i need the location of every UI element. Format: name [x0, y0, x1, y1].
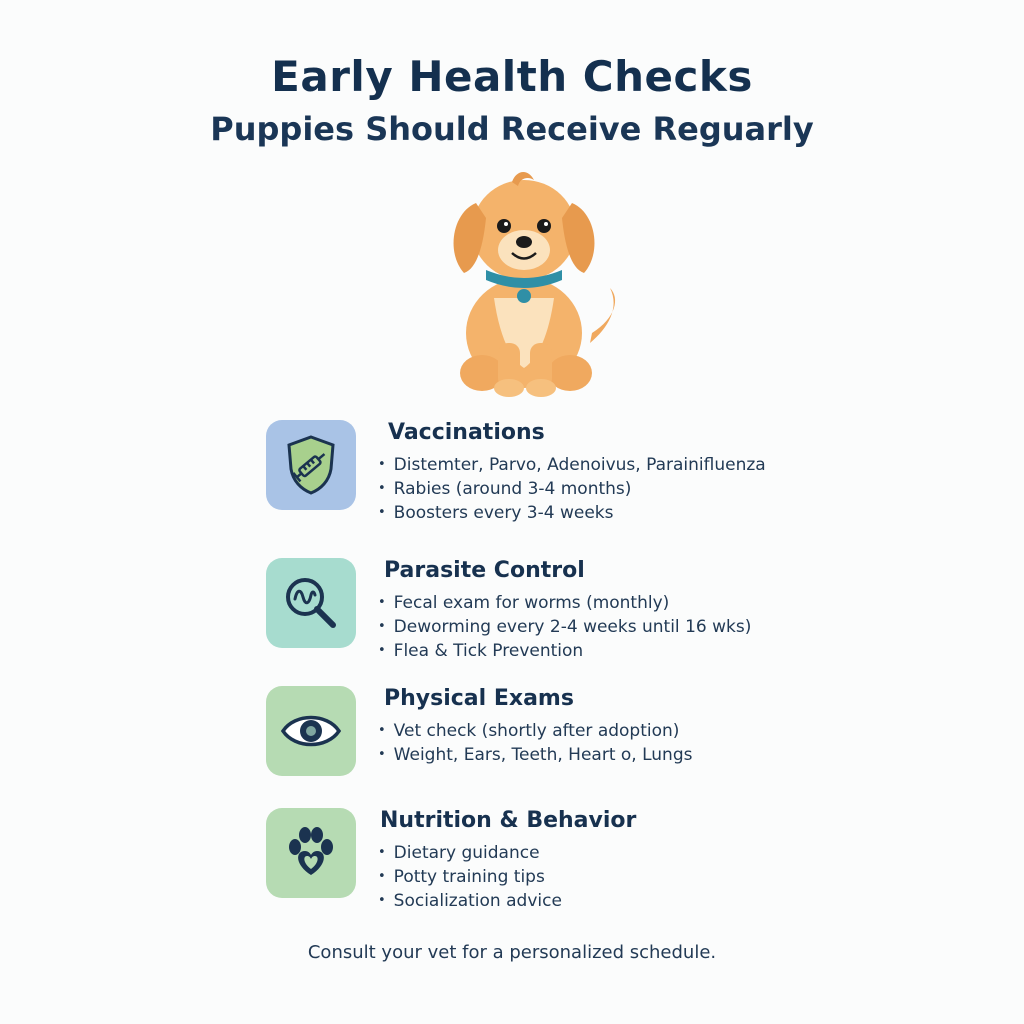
list-item: • Socialization advice	[378, 890, 562, 914]
list-item: • Vet check (shortly after adoption)	[378, 720, 692, 744]
magnifier-worm-icon	[266, 558, 356, 648]
list-item: • Potty training tips	[378, 866, 562, 890]
section-heading: Parasite Control	[384, 558, 585, 583]
section-heading: Vaccinations	[388, 420, 545, 445]
section-list	[378, 454, 766, 526]
section-heading: Nutrition & Behavior	[380, 808, 637, 833]
list-item: • Distemter, Parvo, Adenoivus, Parainifluenza	[378, 454, 766, 478]
paw-heart-icon	[266, 808, 356, 898]
section-list	[378, 842, 562, 914]
list-item: • Weight, Ears, Teeth, Heart o, Lungs	[378, 744, 692, 768]
page-title: Early Health Checks	[271, 52, 753, 101]
section-heading: Physical Exams	[384, 686, 574, 711]
list-item: • Rabies (around 3-4 months)	[378, 478, 766, 502]
section-list	[378, 720, 692, 768]
list-item: • Deworming every 2-4 weeks until 16 wks)	[378, 616, 751, 640]
footer-note: Consult your vet for a personalized schedule.	[307, 942, 717, 963]
eye-icon	[266, 686, 356, 776]
list-item: • Flea & Tick Prevention	[378, 640, 751, 664]
page-subtitle: Puppies Should Receive Reguarly	[210, 110, 814, 148]
list-item: • Fecal exam for worms (monthly)	[378, 592, 751, 616]
puppy-illustration	[424, 158, 624, 403]
list-item: • Boosters every 3-4 weeks	[378, 502, 766, 526]
section-list	[378, 592, 751, 664]
list-item: • Dietary guidance	[378, 842, 562, 866]
shield-syringe-icon	[266, 420, 356, 510]
